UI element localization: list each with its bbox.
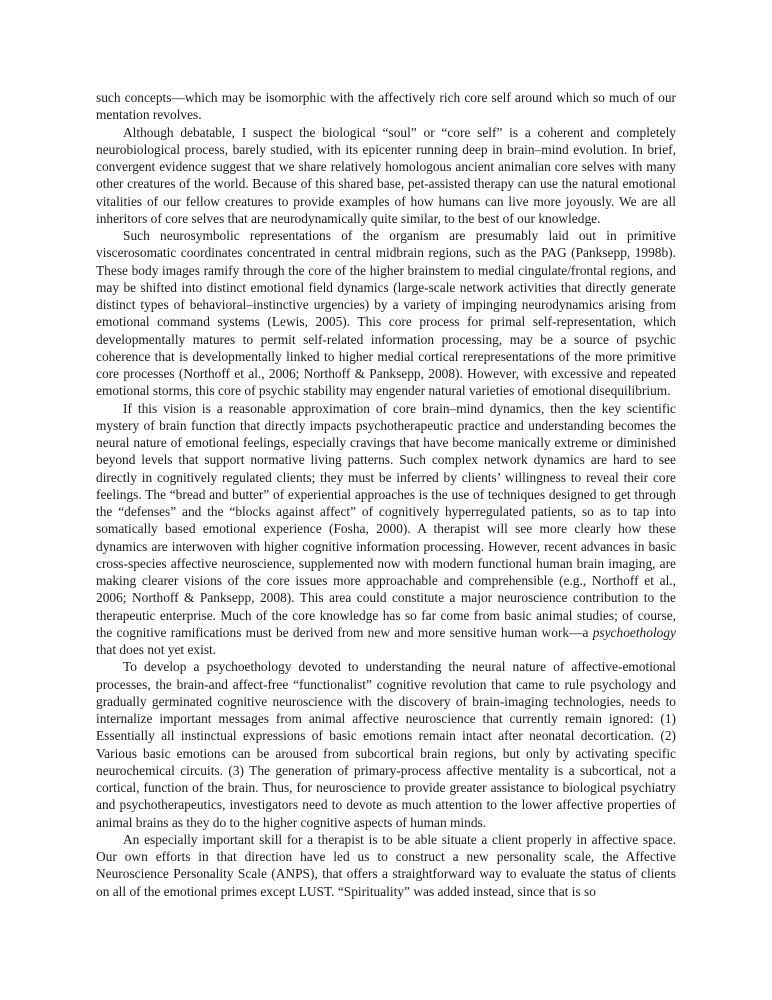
- paragraph-6: An especially important skill for a therapist is to be able situate a client properly in affective space. Our own efforts in that direction have led us to construct a new personality scale, the Affective Neuroscience Personality Scale (ANPS), that offers a straightforward way to evaluate the status of clients on all of the emotional primes except LUST. “Spirituality” was added instead, since that is so: [96, 831, 676, 899]
- document-page: [96, 89, 676, 900]
- paragraph-3: Such neurosymbolic representations of the organism are presumably laid out in primitive viscerosomatic coordinates concentrated in central midbrain regions, such as the PAG (Panksepp, 1998b). These body images ramify through the core of the higher brainstem to medial cingulate/frontal regions, and may be shifted into distinct emotional field dynamics (large-scale network activities that directly generate distinct types of behavioral–instinctive urgencies) by a variety of impinging neurodynamics arising from emotional command systems (Lewis, 2005). This core process for primal self-representation, which developmentally matures to permit self-related information processing, may be a source of psychic coherence that is developmentally linked to higher medial cortical rerepresentations of the more primitive core processes (Northoff et al., 2006; Northoff & Panksepp, 2008). However, with excessive and repeated emotional storms, this core of psychic stability may engender natural varieties of emotional disequilibrium.: [96, 228, 676, 399]
- paragraph-1: such concepts—which may be isomorphic with the affectively rich core self around which so much of our mentation revolves.: [96, 90, 676, 123]
- paragraph-5: To develop a psychoethology devoted to understanding the neural nature of affective-emotional processes, the brain-and affect-free “functionalist” cognitive revolution that came to rule psychology and gradually germinated cognitive neuroscience with the discovery of brain-imaging technologies, needs to internalize important messages from animal affective neuroscience that currently remain ignored: (1) Essentially all instinctual expressions of basic emotions remain intact after neonatal decortication. (2) Various basic emotions can be aroused from subcortical brain regions, but only by activating specific neurochemical circuits. (3) The generation of primary-process affective mentality is a subcortical, not a cortical, function of the brain. Thus, for neuroscience to provide greater assistance to biological psychiatry and psychotherapeutics, investigators need to devote as much attention to the lower affective properties of animal brains as they do to the higher cognitive aspects of human minds.: [96, 659, 676, 830]
- paragraph-4: [96, 400, 676, 659]
- paragraph-2: Although debatable, I suspect the biological “soul” or “core self” is a coherent and completely neurobiological process, barely studied, with its epicenter running deep in brain–mind evolution. In brief, convergent evidence suggest that we share relatively homologous ancient animalian core selves with many other creatures of the world. Because of this shared base, pet-assisted therapy can use the natural emotional vitalities of our fellow creatures to provide examples of how humans can live more joyously. We are all inheritors of core selves that are neurodynamically quite similar, to the best of our knowledge.: [96, 124, 676, 226]
- paragraph-4-text-before: If this vision is a reasonable approximation of core brain–mind dynamics, then the key scientific mystery of brain function that directly impacts psychotherapeutic practice and understanding becomes the neural nature of emotional feelings, especially cravings that have become manically extreme or diminished beyond levels that support normative living patterns. Such complex network dynamics are hard to see directly in cognitively regulated clients; they must be inferred by clients’ willingness to reveal their core feelings. The “bread and butter” of experiential approaches is the use of techniques designed to get through the “defenses” and the “blocks against affect” of cognitively hyperregulated patients, so as to tap into somatically based emotional experience (Fosha, 2000). A therapist will see more clearly how these dynamics are interwoven with higher cognitive information processing. However, recent advances in basic cross-species affective neuroscience, supplemented now with modern functional human brain imaging, are making clearer visions of the core issues more approachable and comprehensible (e.g., Northoff et al., 2006; Northoff & Panksepp, 2008). This area could constitute a major neuroscience contribution to the therapeutic enterprise. Much of the core knowledge has so far come from basic animal studies; of course, the cognitive ramifications must be derived from new and more sensitive human work—a: [96, 400, 676, 640]
- paragraph-4-text-after: that does not yet exist.: [96, 642, 217, 657]
- paragraph-4-emphasis: psychoethology: [592, 624, 676, 640]
